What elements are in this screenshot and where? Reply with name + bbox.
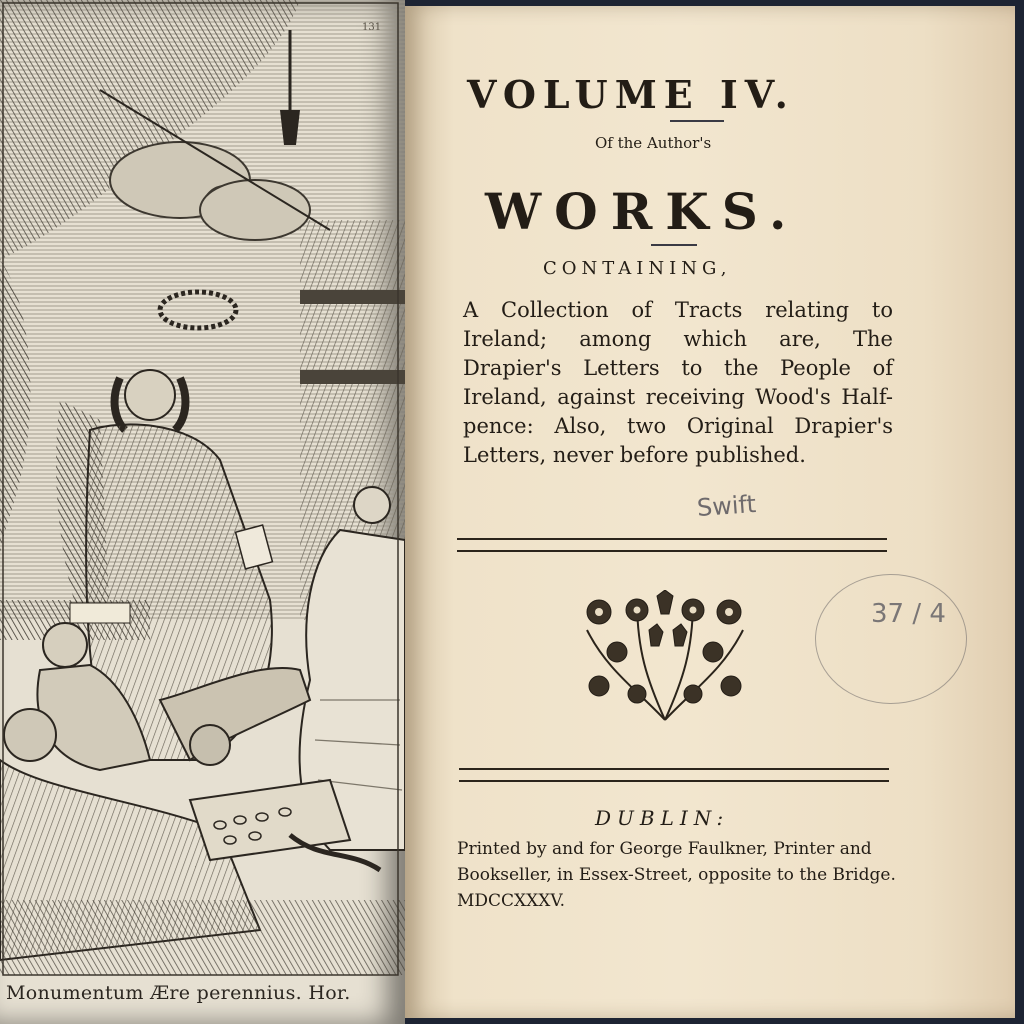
of-the-author-line: Of the Author's	[595, 134, 712, 152]
containing-line: CONTAINING,	[543, 258, 732, 279]
title-description: A Collection of Tracts relating to Ireland; among which are, The Drapier's Letters to the People of Ireland, against receiving Wood's Half-pence: Also, two Original Drapier's Letters, never before published.	[463, 298, 893, 467]
pencil-price-note: 37 / 4	[871, 599, 946, 629]
cherub-second	[200, 180, 310, 240]
pencil-underline-works	[651, 244, 697, 246]
imprint-text: Printed by and for George Faulkner, Printer and Bookseller, in Essex-Street, opposite to the Bridge. MDCCXXXV.	[457, 839, 896, 911]
coins-chest	[190, 780, 350, 860]
seated-figure-head	[125, 370, 175, 420]
rose-thistle-ornament	[577, 590, 753, 730]
rule-upper-1	[457, 538, 887, 540]
rule-lower-1	[459, 768, 889, 770]
title-page	[405, 6, 1015, 1018]
standing-woman-head	[354, 487, 390, 523]
pencil-underline	[670, 120, 724, 122]
child-figure	[43, 623, 87, 667]
handwritten-signature: Swift	[696, 489, 757, 523]
volume-heading: VOLUME IV.	[467, 72, 795, 117]
frontispiece-engraving	[0, 0, 405, 1024]
engraving-caption: Monumentum Ære perennius. Hor.	[6, 982, 351, 1004]
rule-upper-2	[457, 550, 887, 552]
plate-number: 131	[362, 22, 382, 33]
rule-lower-2	[459, 780, 889, 782]
engraving-illustration	[0, 0, 405, 1024]
imprint-place: DUBLIN:	[595, 806, 730, 830]
ground	[0, 900, 405, 975]
works-heading: WORKS.	[485, 182, 800, 241]
